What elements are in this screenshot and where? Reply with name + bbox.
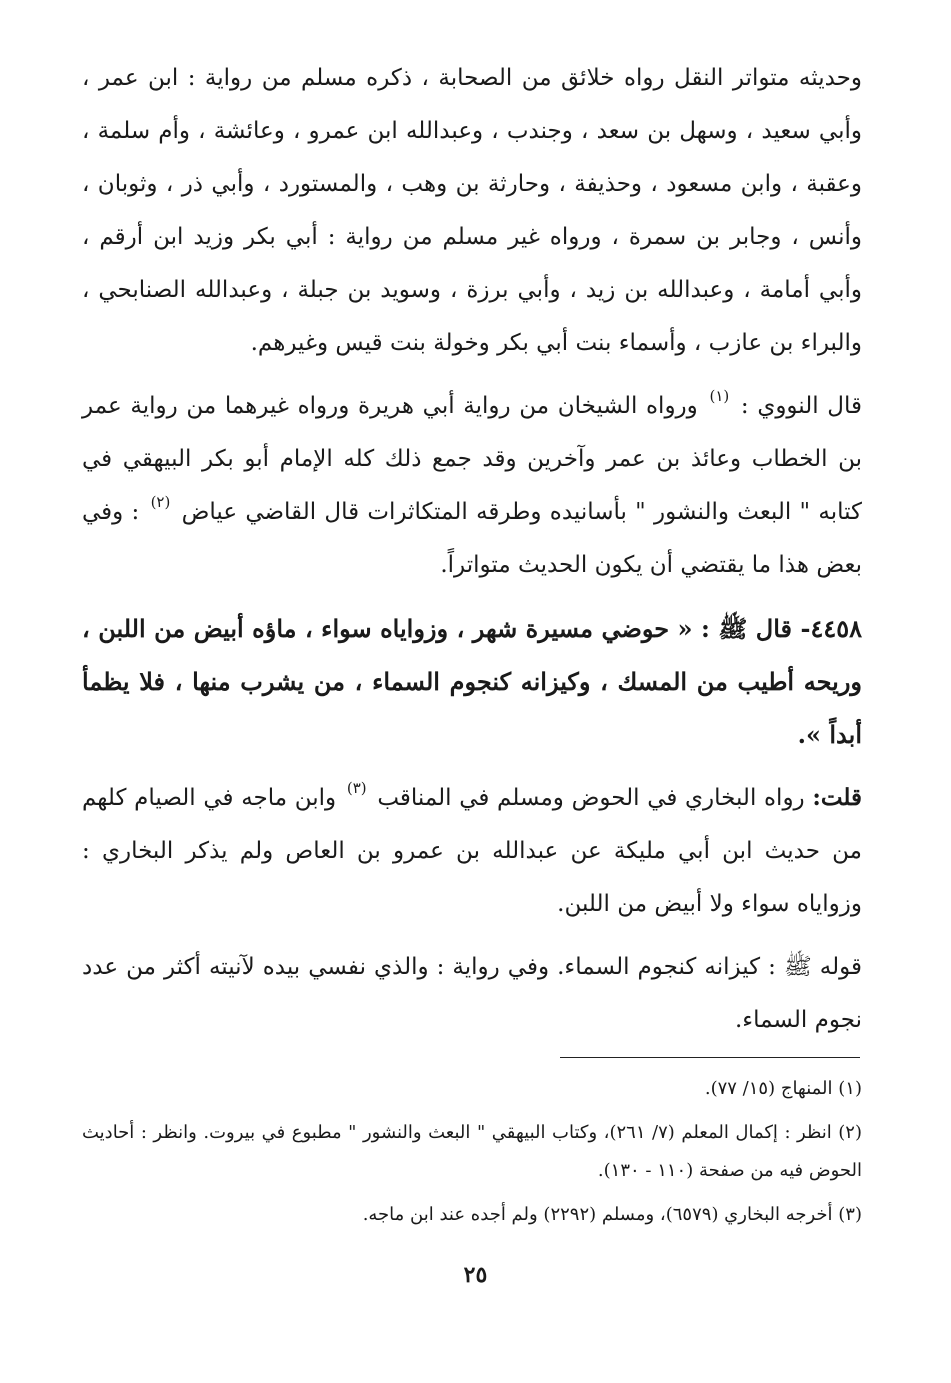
footnote-divider	[560, 1057, 860, 1058]
paragraph-nawawi	[82, 380, 862, 592]
footnote-ref-2[interactable]: (٢)	[150, 493, 171, 511]
footnote-3: (٣) أخرجه البخاري (٦٥٧٩)، ومسلم (٢٢٩٢) ولم أجده عند ابن ماجه.	[362, 1204, 862, 1225]
hadith-4458: ٤٤٥٨- قال ﷺ : « حوضي مسيرة شهر ، وزواياه سواء ، ماؤه أبيض من اللبن ، وريحه أطيب من المسك ، وكيزانه كنجوم السماء ، من يشرب منها ، فلا يظمأ أبداً ».	[82, 614, 862, 749]
paragraph-cups: قوله ﷺ : كيزانه كنجوم السماء. وفي رواية : والذي نفسي بيده لآنيته أكثر من عدد نجوم السماء.	[82, 954, 862, 1033]
footnotes	[82, 1070, 862, 1240]
nawawi-text-end: : وفي بعض هذا ما يقتضي أن يكون الحديث متواتراً.	[82, 499, 862, 578]
commentary-text-end: وابن ماجه في الصيام كلهم من حديث ابن أبي مليكة عن عبدالله بن عمرو بن العاص ولم يذكر البخاري : وزواياه سواء ولا أبيض من اللبن.	[82, 785, 862, 917]
footnote-2: (٢) انظر : إكمال المعلم (٧/ ٢٦١)، وكتاب البيهقي " البعث والنشور " مطبوع في بيروت. وانظر : أحاديث الحوض فيه من صفحة (١١٠ - ١٣٠).	[82, 1122, 862, 1181]
nawawi-intro: قال النووي :	[740, 393, 863, 419]
page-number: ٢٥	[463, 1262, 488, 1288]
footnote-ref-3[interactable]: (٣)	[346, 779, 367, 797]
main-text	[82, 52, 862, 1047]
commentary-lead: قلت:	[812, 784, 863, 811]
footnote-1: (١) المنهاج (١٥/ ٧٧).	[704, 1078, 862, 1099]
paragraph-narrators: وحديثه متواتر النقل رواه خلائق من الصحابة ، ذكره مسلم من رواية : ابن عمر ، وأبي سعيد ، وسهل بن سعد ، وجندب ، وعبدالله ابن عمرو ، وعائشة ، وأم سلمة ، وعقبة ، وابن مسعود ، وحذيفة ، وحارثة بن وهب ، والمستورد ، وأبي ذر ، وثوبان ، وأنس ، وجابر بن سمرة ، ورواه غير مسلم من رواية : أبي بكر وزيد ابن أرقم ، وأبي أمامة ، وعبدالله بن زيد ، وأبي برزة ، وسويد بن جبلة ، وعبدالله الصنابحي ، والبراء بن عازب ، وأسماء بنت أبي بكر وخولة بنت قيس وغيرهم.	[82, 65, 862, 356]
nawawi-text: ورواه الشيخان من رواية أبي هريرة ورواه غيرهما من رواية عمر بن الخطاب وعائذ بن عمر وآخرين وقد جمع ذلك كله الإمام أبو بكر البيهقي في كتابه " البعث والنشور " بأسانيده وطرقه المتكاثرات قال القاضي عياض	[82, 393, 862, 525]
commentary-text: رواه البخاري في الحوض ومسلم في المناقب	[377, 785, 805, 811]
footnote-ref-1[interactable]: (١)	[709, 387, 730, 405]
paragraph-commentary	[82, 771, 862, 931]
